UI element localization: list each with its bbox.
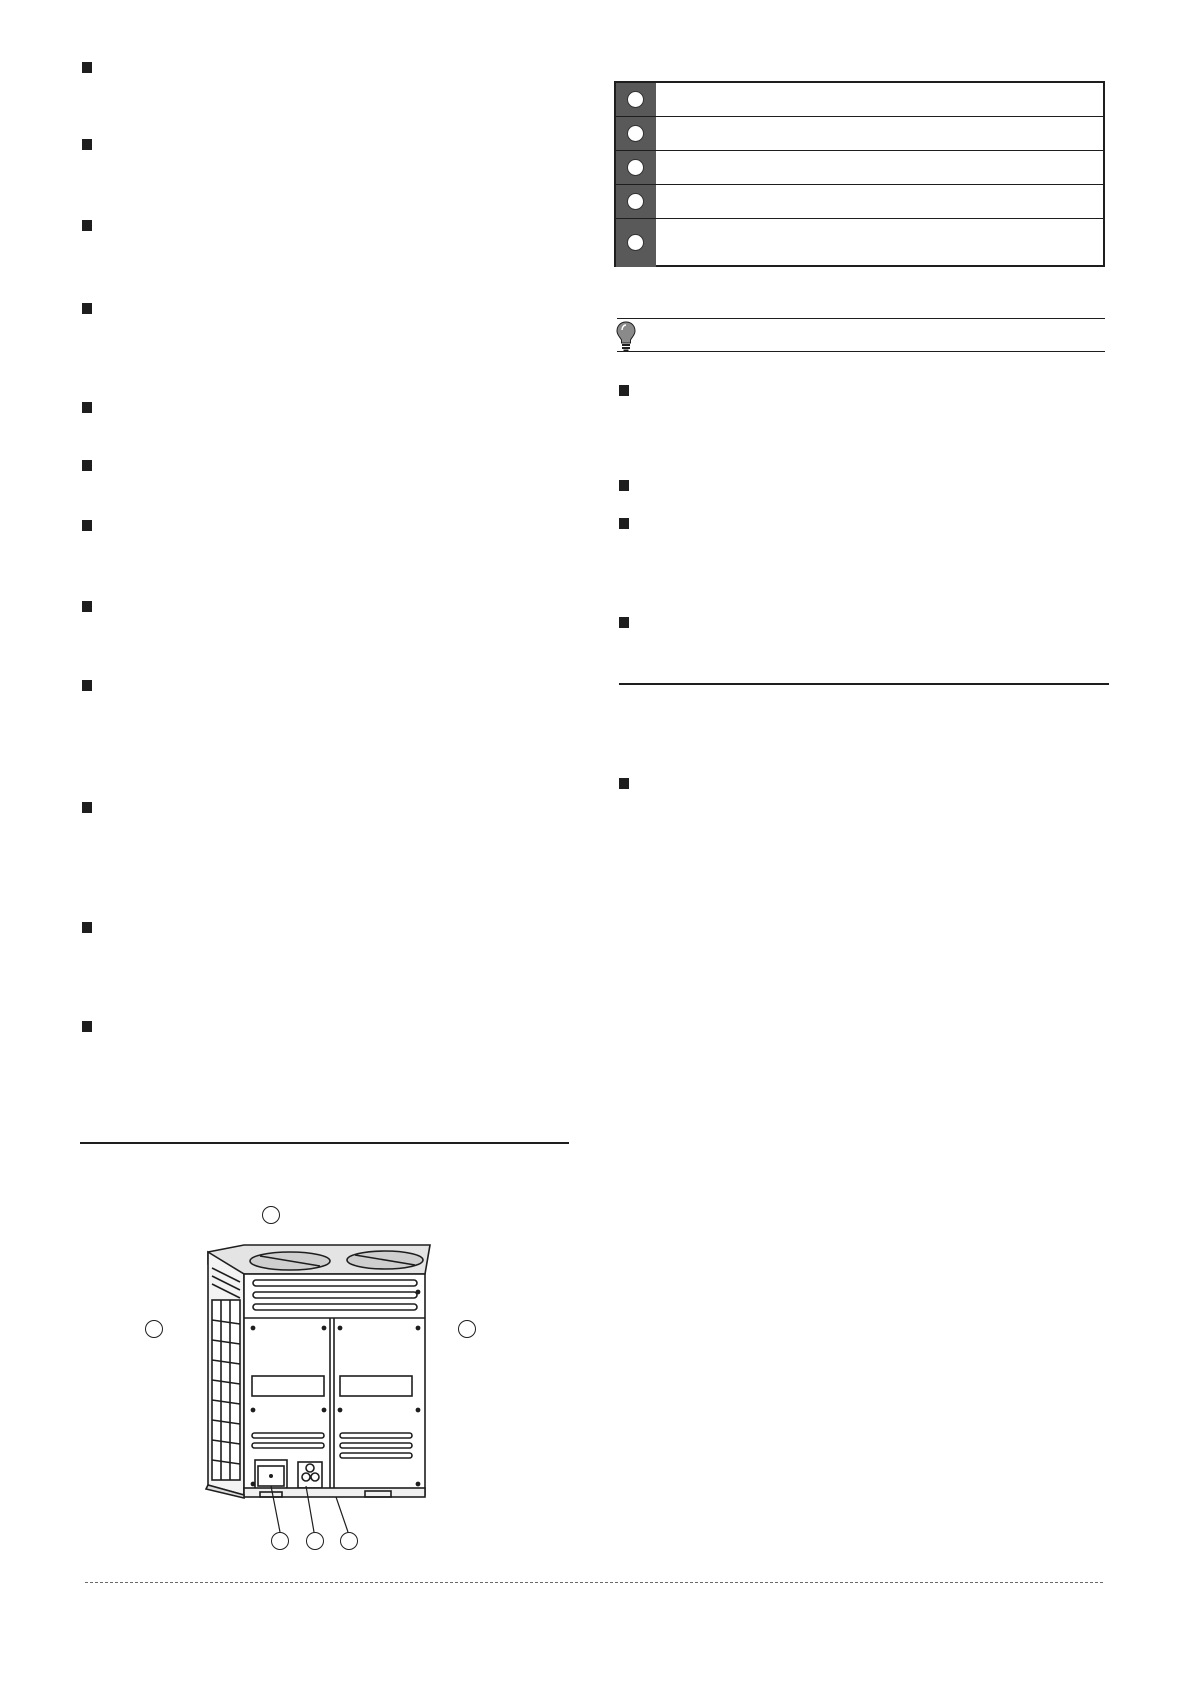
legend-row [616,117,1103,151]
legend-number [627,193,644,210]
bullet-marker [82,402,92,413]
bullet-marker [82,139,92,150]
tip-text [645,322,1105,348]
legend-number-cell [616,117,656,150]
bullet-marker [82,680,92,691]
bullet-marker [82,62,92,73]
legend-number [627,91,644,108]
bullet-marker [82,460,92,471]
bullet-marker [82,601,92,612]
legend-text [666,151,1097,184]
tip-rule-top [617,318,1105,319]
legend-row [616,151,1103,185]
legend-number [627,125,644,142]
bullet-marker [619,778,629,789]
outdoor-unit-drawing [140,1200,500,1560]
bullet-marker [82,1021,92,1032]
section-rule-right [619,683,1109,685]
legend-text [666,117,1097,150]
legend-text [666,185,1097,218]
bullet-marker [619,518,629,529]
legend-row [616,83,1103,117]
legend-text [666,219,1097,267]
bullet-marker [619,617,629,628]
legend-number [627,234,644,251]
legend-table [614,81,1105,267]
tip-rule-bottom [617,351,1105,352]
bullet-marker [82,303,92,314]
outdoor-unit-figure [140,1200,500,1560]
callout-right [458,1320,476,1338]
legend-row [616,185,1103,219]
bullet-marker [82,802,92,813]
callout-bottom-2 [306,1532,324,1550]
bullet-marker [82,520,92,531]
bullet-marker [619,480,629,491]
legend-number [627,159,644,176]
callout-bottom-3 [340,1532,358,1550]
legend-row [616,219,1103,267]
callout-top [262,1206,280,1224]
footer-dashed-rule [85,1582,1103,1583]
legend-number-cell [616,151,656,184]
lightbulb-icon [615,320,637,352]
bullet-marker [619,385,629,396]
legend-number-cell [616,83,656,116]
bullet-marker [82,220,92,231]
legend-text [666,83,1097,116]
callout-left [145,1320,163,1338]
section-rule-left [80,1142,569,1144]
legend-number-cell [616,185,656,218]
bullet-marker [82,922,92,933]
legend-number-cell [616,219,656,267]
callout-bottom-1 [271,1532,289,1550]
